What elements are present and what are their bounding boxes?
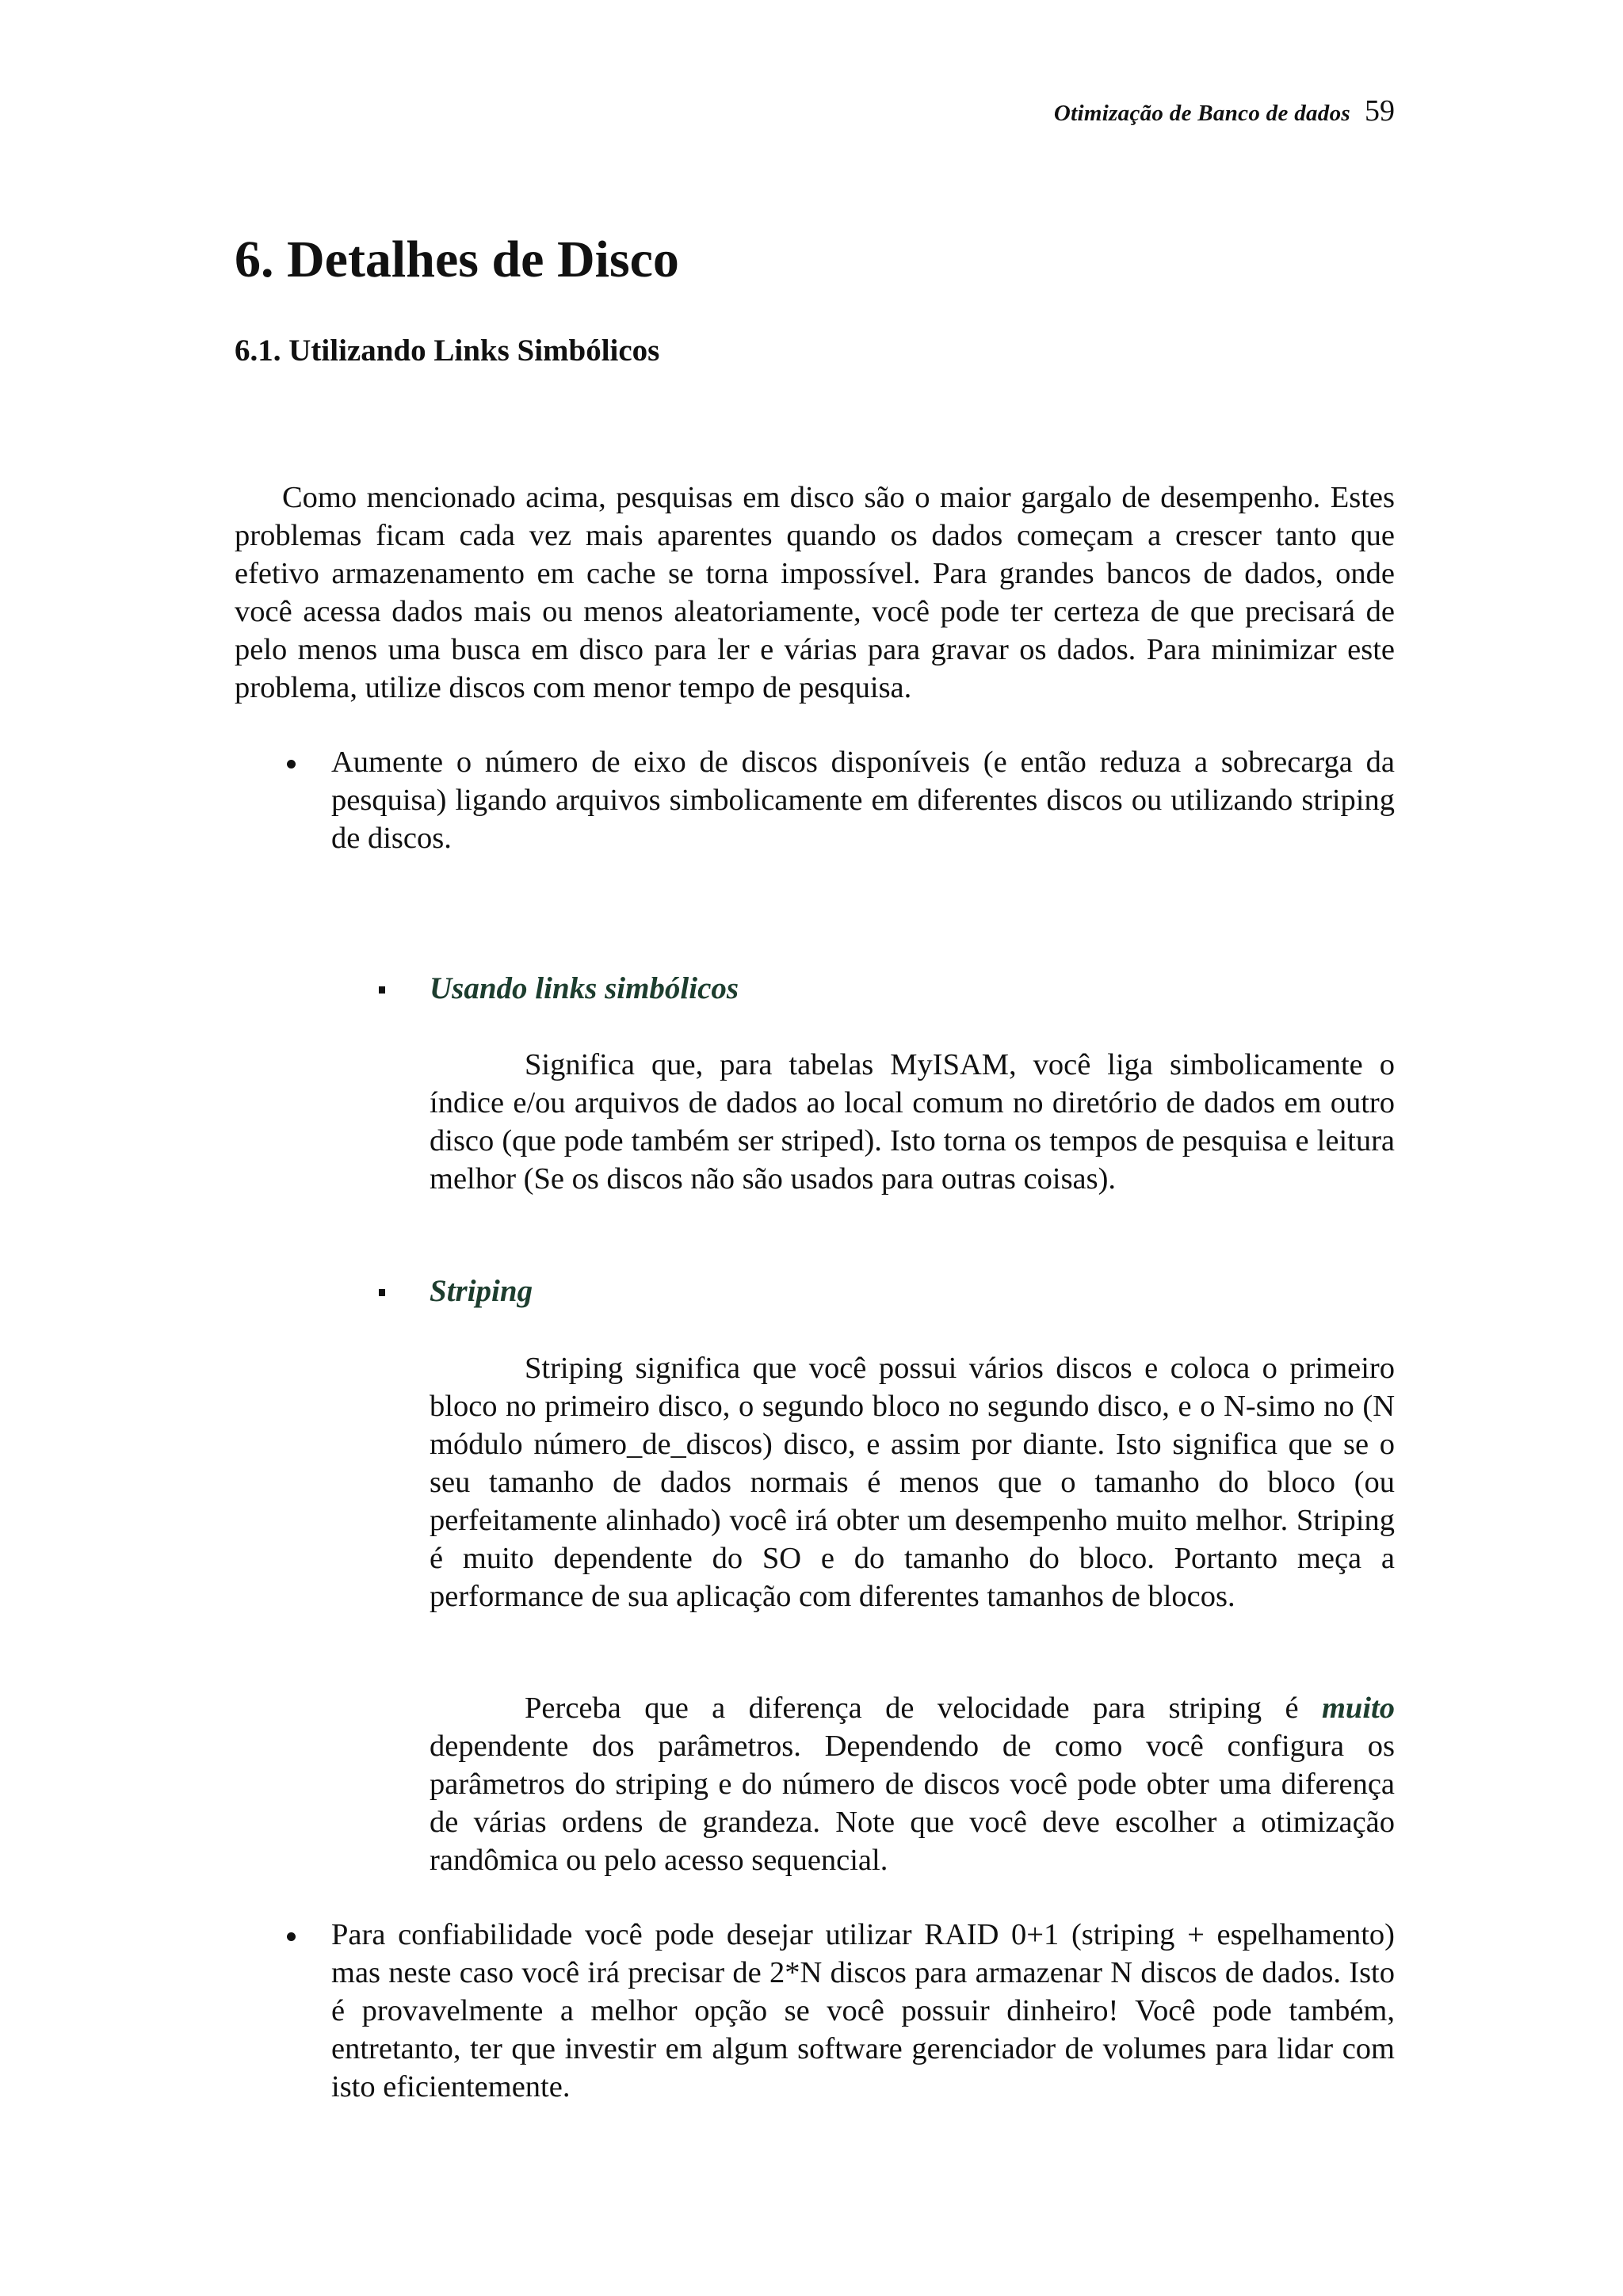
bullet-item-raid bbox=[235, 1916, 1395, 2106]
running-title: Otimização de Banco de dados bbox=[1053, 101, 1350, 126]
bullet-icon bbox=[287, 760, 296, 769]
subsection-heading-symlinks-row bbox=[379, 971, 739, 1006]
page-number: 59 bbox=[1365, 94, 1395, 128]
subsection-heading-striping-row bbox=[379, 1273, 533, 1309]
square-bullet-icon bbox=[379, 1289, 385, 1296]
subsection-paragraph-symlinks: Significa que, para tabelas MyISAM, você liga simbolicamente o índice e/ou arquivos de dados ao local comum no diretório de dados em outro disco (que pode também ser striped). Isto torna os tempos de pesquisa e leitura melhor (Se os discos não são usados para outras coisas). bbox=[430, 1048, 1395, 1196]
subsection-paragraph-striping: Striping significa que você possui vários discos e coloca o primeiro bloco no primeiro disco, o segundo bloco no segundo disco, e o N-simo no (N módulo número_de_discos) disco, e assim por diante. Isto significa que se o seu tamanho de dados normais é menos que o tamanho do bloco (ou perfeitamente alinhado) você irá obter um desempenho muito melhor. Striping é muito dependente do SO e do tamanho do bloco. Portanto meça a performance de sua aplicação com diferentes tamanhos de blocos. bbox=[430, 1352, 1395, 1613]
bullet-text: Aumente o número de eixo de discos disponíveis (e então reduza a sobrecarga da pesquisa) ligando arquivos simbolicamente em diferentes discos ou utilizando striping de discos. bbox=[331, 746, 1395, 855]
intro-paragraph: Como mencionado acima, pesquisas em disco são o maior gargalo de desempenho. Estes problemas ficam cada vez mais aparentes quando os dados começam a crescer tanto que efetivo armazenamento em cache se torna impossível. Para grandes bancos de dados, onde você acessa dados mais ou menos aleatoriamente, você pode ter certeza de que precisará de pelo menos uma busca em disco para ler e várias para gravar os dados. Para minimizar este problema, utilize discos com menor tempo de pesquisa. bbox=[235, 481, 1395, 704]
bullet-text: Para confiabilidade você pode desejar utilizar RAID 0+1 (striping + espelhamento) mas neste caso você irá precisar de 2*N discos para armazenar N discos de dados. Isto é provavelmente a melhor opção se você possuir dinheiro! Você pode também, entretanto, ter que investir em algum software gerenciador de volumes para lidar com isto eficientemente. bbox=[331, 1918, 1395, 2103]
note-text-after: dependente dos parâmetros. Dependendo de como você configura os parâmetros do striping e do número de discos você pode obter uma diferença de várias ordens de grandeza. Note que você deve escolher a otimização randômica ou pelo acesso sequencial. bbox=[430, 1730, 1395, 1877]
bullet-icon bbox=[287, 1932, 296, 1941]
striping-note-paragraph bbox=[430, 1689, 1395, 1879]
bullet-item-spindles bbox=[235, 743, 1395, 857]
section-title: 6.1. Utilizando Links Simbólicos bbox=[235, 334, 660, 368]
note-emphasis: muito bbox=[1321, 1691, 1395, 1725]
subsection-heading-symlinks: Usando links simbólicos bbox=[430, 971, 739, 1005]
running-header bbox=[1054, 93, 1395, 128]
note-text-before: Perceba que a diferença de velocidade para striping é bbox=[525, 1691, 1322, 1725]
chapter-title: 6. Detalhes de Disco bbox=[235, 231, 679, 288]
square-bullet-icon bbox=[379, 986, 385, 994]
subsection-heading-striping: Striping bbox=[430, 1274, 533, 1308]
